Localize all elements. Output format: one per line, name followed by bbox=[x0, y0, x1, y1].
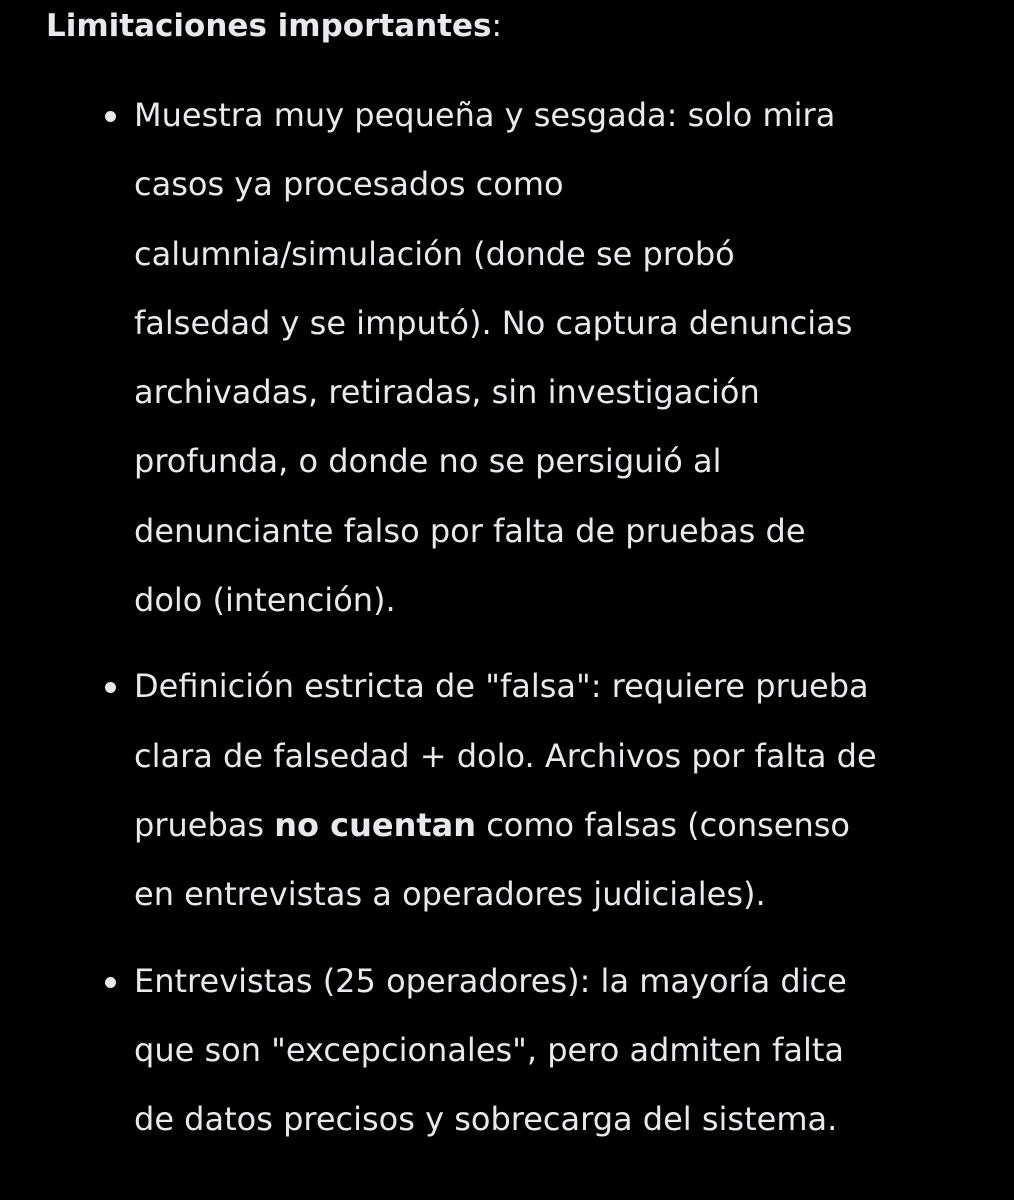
bullet-text-segment: pruebas bbox=[134, 805, 275, 844]
bullet-text-line: Entrevistas (25 operadores): la mayoría dice bbox=[134, 961, 847, 1000]
bullet-text-segment: como falsas (consenso bbox=[476, 805, 850, 844]
bold-emphasis: no cuentan bbox=[274, 805, 477, 844]
bullet-text-line bbox=[134, 791, 974, 860]
bullet-text-line: de datos precisos y sobrecarga del sistema. bbox=[134, 1100, 838, 1139]
heading-text: Limitaciones importantes bbox=[46, 8, 492, 44]
heading-colon: : bbox=[491, 8, 502, 44]
list-item bbox=[0, 81, 1014, 635]
bullet-text-line: profunda, o donde no se persiguió al bbox=[134, 442, 722, 481]
bullet-text-line: clara de falsedad + dolo. Archivos por falta de bbox=[134, 736, 877, 775]
list-item bbox=[0, 652, 1014, 929]
bullet-text-line: casos ya procesados como bbox=[134, 165, 564, 204]
bullet-text-line: Definición estricta de "falsa": requiere prueba bbox=[134, 667, 869, 706]
bullet-icon bbox=[105, 682, 116, 693]
bullet-text-line: en entrevistas a operadores judiciales). bbox=[134, 875, 766, 914]
bullet-text-line: falsedad y se imputó). No captura denuncias bbox=[134, 303, 853, 342]
bullet-icon bbox=[105, 111, 116, 122]
bullet-text-line: Muestra muy pequeña y sesgada: solo mira bbox=[134, 96, 836, 134]
limitations-list bbox=[0, 81, 1014, 1154]
bullet-text-line: calumnia/simulación (donde se probó bbox=[134, 234, 735, 273]
bullet-icon bbox=[105, 977, 116, 988]
bullet-text-line: archivadas, retiradas, sin investigación bbox=[134, 373, 760, 412]
bullet-text-line: dolo (intención). bbox=[134, 581, 396, 620]
bullet-text-line: que son "excepcionales", pero admiten falta bbox=[134, 1030, 845, 1069]
bullet-text-line: denunciante falso por falta de pruebas de bbox=[134, 511, 806, 550]
list-item bbox=[0, 947, 1014, 1155]
section-heading bbox=[46, 4, 502, 48]
